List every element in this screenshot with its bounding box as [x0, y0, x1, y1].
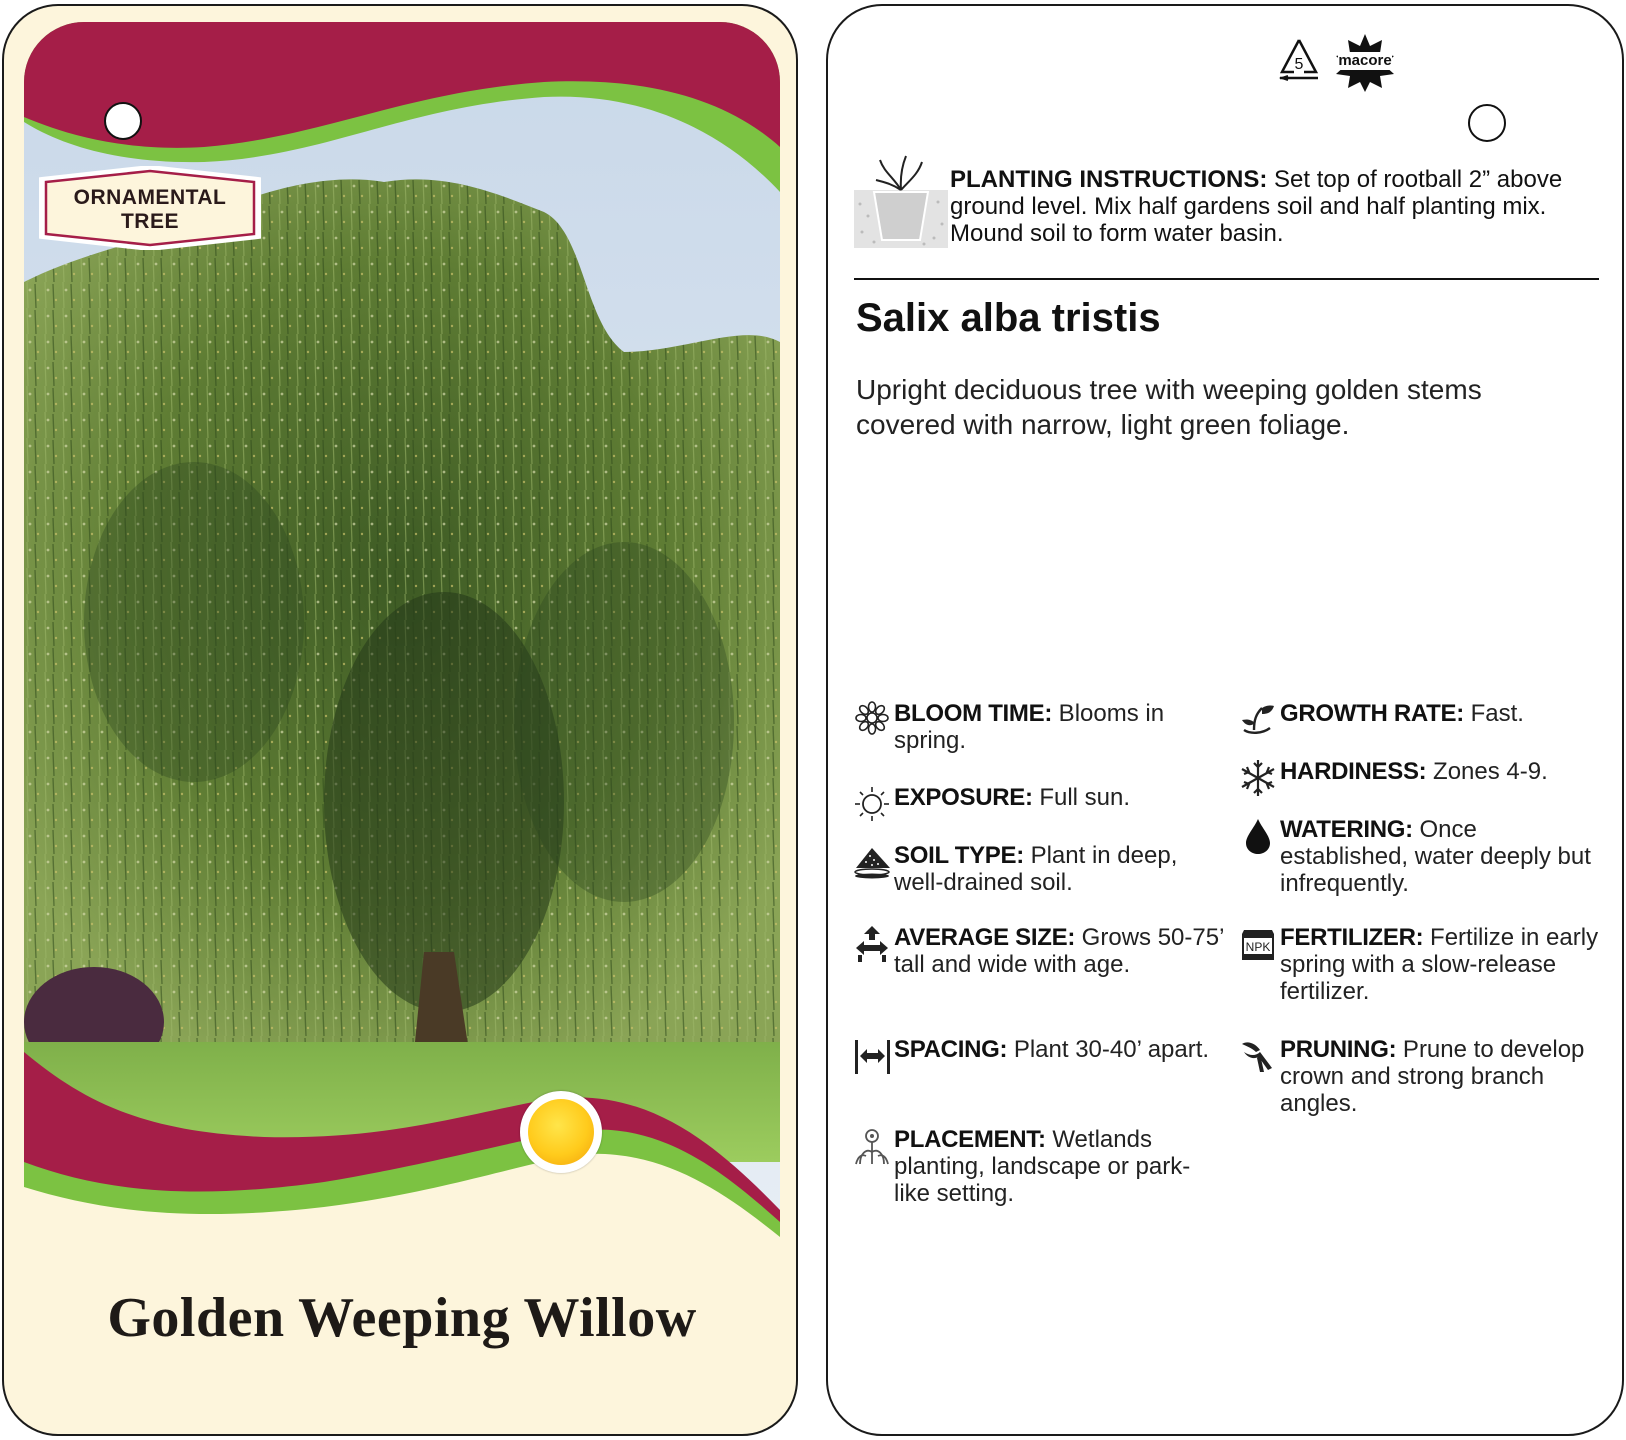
attr-value: Plant in deep, well-drained soil. — [894, 842, 1178, 896]
attr-label: SPACING: — [894, 1036, 1008, 1063]
attr-text — [894, 924, 1224, 978]
planting-text — [950, 166, 1590, 247]
attr-text — [894, 700, 1224, 754]
attr-value: Plant 30-40’ apart. — [1007, 1036, 1210, 1063]
pot-icon — [854, 154, 948, 250]
svg-text:NPK: NPK — [1245, 940, 1271, 954]
attr-text — [894, 1036, 1224, 1063]
sun-disc — [528, 1099, 594, 1165]
attr-label: WATERING: — [1280, 816, 1413, 843]
snowflake-icon — [1240, 758, 1280, 798]
attr-label: HARDINESS: — [1280, 758, 1427, 785]
placement-icon — [854, 1126, 894, 1166]
back-tag — [826, 4, 1624, 1436]
planting-instructions — [854, 150, 1599, 260]
category-line1: ORNAMENTAL — [73, 186, 227, 209]
hang-hole — [104, 102, 142, 140]
attr-value: Fast. — [1463, 700, 1524, 727]
water-drop-icon — [1240, 816, 1280, 856]
plant-description: Upright deciduous tree with weeping golden stems covered with narrow, light green foliage. — [856, 374, 1482, 440]
category-line2: TREE — [120, 210, 179, 233]
flower-icon — [854, 700, 894, 740]
attr-value: Fertilize in early spring with a slow-release fertilizer. — [1280, 924, 1599, 1005]
npk-icon — [1240, 924, 1280, 964]
attr-label: SOIL TYPE: — [894, 842, 1024, 869]
attr-value: Wetlands planting, landscape or park-like setting. — [894, 1126, 1191, 1207]
attr-label: BLOOM TIME: — [894, 700, 1053, 727]
planting-label: PLANTING INSTRUCTIONS: — [950, 166, 1268, 193]
growth-icon — [1240, 700, 1280, 740]
attr-label: PRUNING: — [1280, 1036, 1397, 1063]
attr-label: PLACEMENT: — [894, 1126, 1046, 1153]
attr-label: AVERAGE SIZE: — [894, 924, 1076, 951]
attr-text — [894, 842, 1224, 896]
attr-label: EXPOSURE: — [894, 784, 1033, 811]
recycle-icon — [1274, 36, 1324, 86]
category-label — [38, 186, 262, 234]
attr-text — [1280, 700, 1610, 727]
attr-text — [1280, 816, 1610, 897]
macore-logo — [1330, 32, 1400, 92]
attr-text — [894, 784, 1224, 811]
macore-text: macore — [1338, 52, 1392, 69]
soil-icon — [854, 842, 894, 882]
front-tag — [2, 4, 798, 1436]
common-name: Golden Weeping Willow — [107, 1287, 697, 1349]
attr-value: Grows 50-75’ tall and wide with age. — [894, 924, 1224, 978]
full-sun-icon — [520, 1091, 602, 1173]
section-divider — [854, 278, 1599, 280]
planting-body: Set top of rootball 2” above ground level. Mix half gardens soil and half planting mix. Mound soil to form water basin. — [950, 166, 1563, 247]
attr-text — [894, 1126, 1224, 1207]
category-badge — [38, 166, 262, 250]
attr-value: Prune to develop crown and strong branch angles. — [1280, 1036, 1585, 1117]
attr-value: Blooms in spring. — [894, 700, 1165, 754]
attr-text — [1280, 758, 1610, 785]
size-icon — [854, 924, 894, 964]
attr-value: Full sun. — [1032, 784, 1131, 811]
attr-value: Zones 4-9. — [1426, 758, 1548, 785]
spacing-icon — [854, 1036, 894, 1076]
recycle-number: 5 — [1294, 56, 1304, 73]
sun-icon — [854, 784, 894, 824]
hang-hole — [1468, 104, 1506, 142]
attr-label: GROWTH RATE: — [1280, 700, 1464, 727]
pruners-icon — [1240, 1036, 1280, 1076]
attr-label: FERTILIZER: — [1280, 924, 1424, 951]
attr-text — [1280, 924, 1610, 1005]
botanical-name: Salix alba tristis — [856, 296, 1161, 340]
attr-value: Once established, water deeply but infrequently. — [1280, 816, 1591, 897]
attr-text — [1280, 1036, 1610, 1117]
